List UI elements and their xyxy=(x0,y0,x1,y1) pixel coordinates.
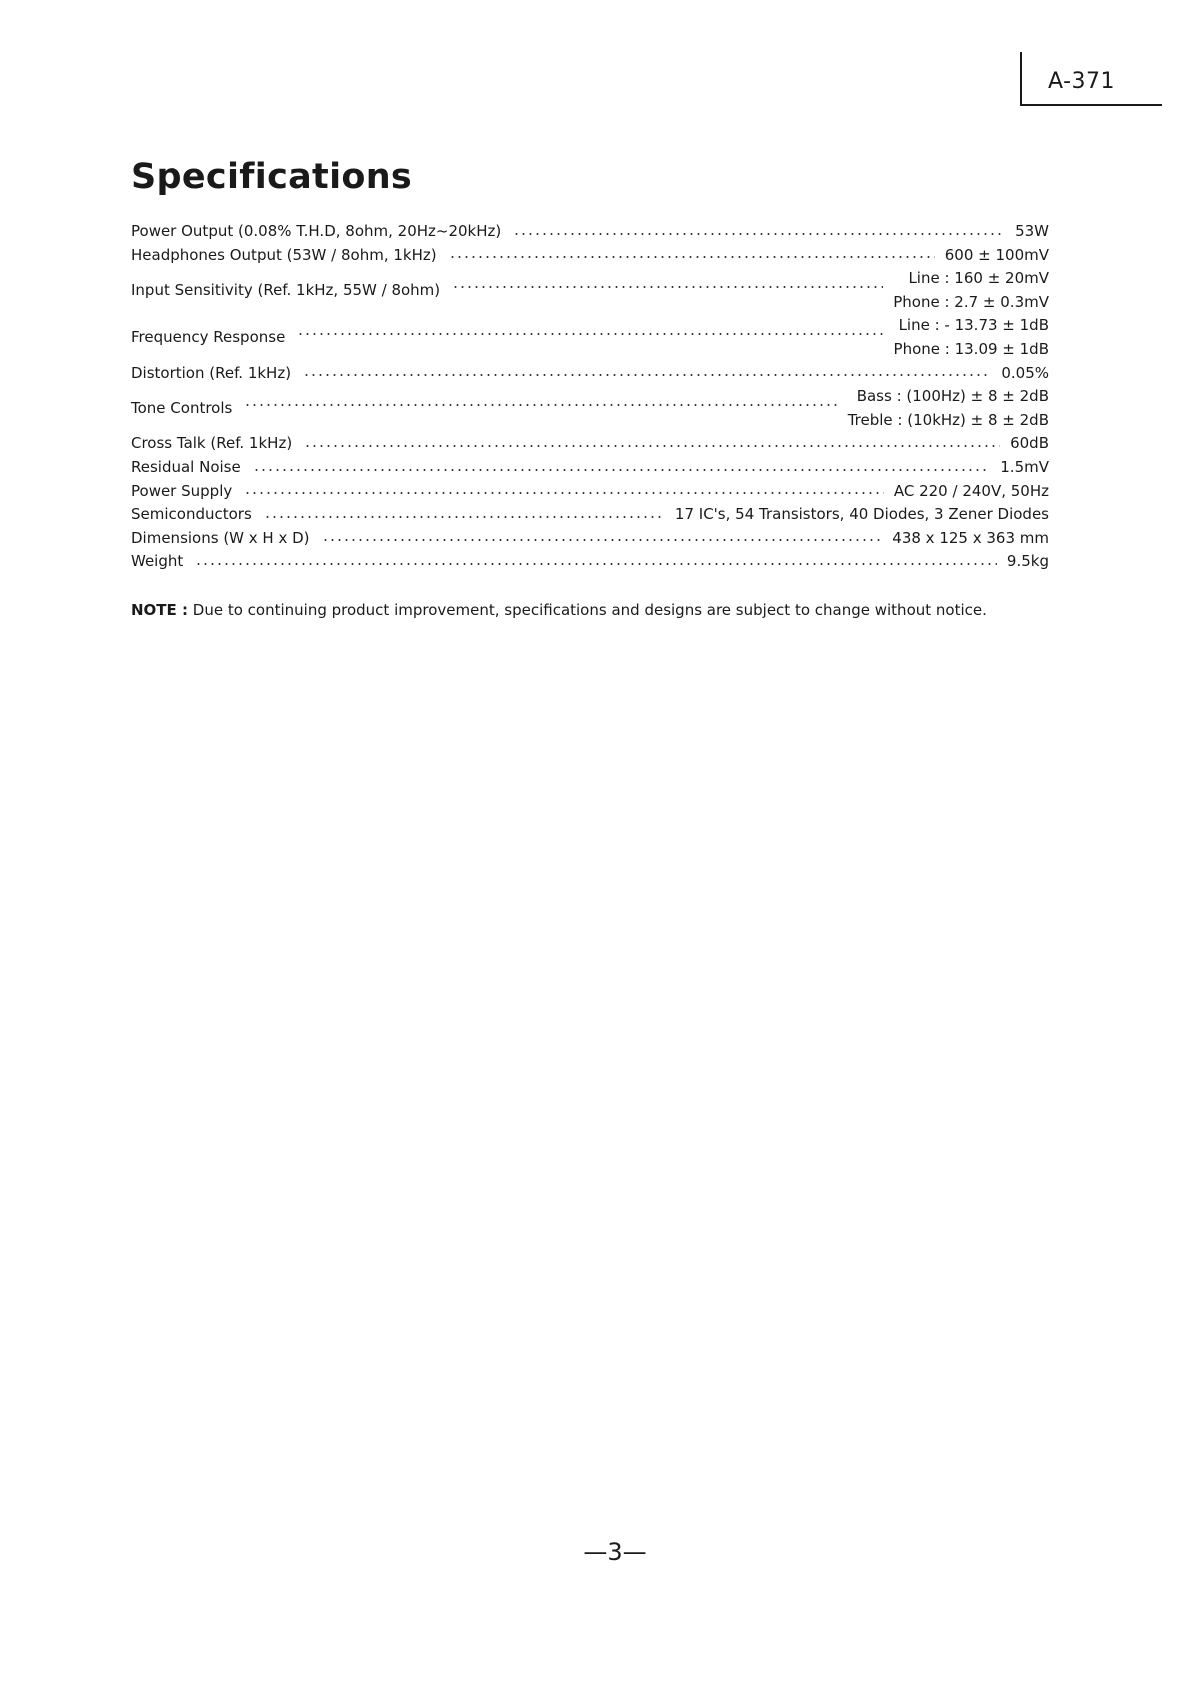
note-label: NOTE : xyxy=(131,601,189,619)
spec-label: Semiconductors xyxy=(131,505,252,524)
spec-values xyxy=(945,244,1049,268)
dot-leader xyxy=(452,284,883,290)
spec-value: Phone : 13.09 ± 1dB xyxy=(893,339,1049,358)
spec-values xyxy=(892,527,1049,551)
dot-leader xyxy=(449,254,935,260)
spec-value: 600 ± 100mV xyxy=(944,245,1049,264)
model-number: A-371 xyxy=(1048,69,1115,94)
page-number: —3— xyxy=(583,1538,647,1566)
spec-values xyxy=(848,385,1049,432)
spec-values xyxy=(894,480,1049,504)
spec-values xyxy=(1001,362,1049,386)
spec-label: Power Supply xyxy=(131,481,233,500)
spec-values xyxy=(1010,432,1049,456)
spec-value: 9.5kg xyxy=(1006,552,1049,571)
spec-value: Phone : 2.7 ± 0.3mV xyxy=(893,292,1049,311)
spec-value: Line : 160 ± 20mV xyxy=(908,269,1049,288)
dot-leader xyxy=(244,490,884,496)
dot-leader xyxy=(297,331,883,337)
dot-leader xyxy=(304,443,1000,449)
spec-row xyxy=(131,503,1049,527)
spec-values xyxy=(1007,550,1049,574)
spec-row xyxy=(131,314,1049,361)
spec-values xyxy=(894,314,1049,361)
spec-value: 1.5mV xyxy=(1000,457,1049,476)
spec-row xyxy=(131,244,1049,268)
spec-label: Input Sensitivity (Ref. 1kHz, 55W / 8ohm) xyxy=(131,280,441,299)
spec-label: Distortion (Ref. 1kHz) xyxy=(131,363,292,382)
dot-leader xyxy=(303,372,991,378)
spec-values xyxy=(893,267,1049,314)
spec-value: Line : - 13.73 ± 1dB xyxy=(898,316,1049,335)
spec-label: Weight xyxy=(131,552,184,571)
dot-leader xyxy=(264,514,665,520)
spec-row xyxy=(131,527,1049,551)
spec-value: 0.05% xyxy=(1001,363,1049,382)
spec-values xyxy=(675,503,1049,527)
note xyxy=(131,601,987,619)
spec-label: Power Output (0.08% T.H.D, 8ohm, 20Hz~20kHz) xyxy=(131,222,502,240)
specifications-list xyxy=(131,220,1049,574)
spec-row xyxy=(131,267,1049,314)
dot-leader xyxy=(244,402,837,408)
spec-value: 53W xyxy=(1015,222,1049,240)
spec-label: Tone Controls xyxy=(131,398,233,417)
dot-leader xyxy=(253,467,991,473)
model-number-box xyxy=(1020,52,1162,106)
spec-row xyxy=(131,550,1049,574)
spec-row xyxy=(131,220,1049,244)
spec-value: AC 220 / 240V, 50Hz xyxy=(893,481,1049,500)
page-title: Specifications xyxy=(131,157,413,197)
spec-value: Treble : (10kHz) ± 8 ± 2dB xyxy=(847,410,1049,429)
dot-leader xyxy=(513,231,1005,237)
spec-values xyxy=(1000,456,1049,480)
dot-leader xyxy=(195,561,997,567)
dot-leader xyxy=(322,537,883,543)
spec-value: Bass : (100Hz) ± 8 ± 2dB xyxy=(856,387,1049,406)
spec-label: Headphones Output (53W / 8ohm, 1kHz) xyxy=(131,245,437,264)
spec-label: Dimensions (W x H x D) xyxy=(131,528,310,547)
spec-values xyxy=(1015,220,1049,244)
spec-row xyxy=(131,362,1049,386)
note-text: Due to continuing product improvement, specifications and designs are subject to change without notice. xyxy=(188,601,987,619)
spec-value: 438 x 125 x 363 mm xyxy=(892,528,1049,547)
spec-row xyxy=(131,432,1049,456)
spec-label: Frequency Response xyxy=(131,328,286,347)
spec-label: Cross Talk (Ref. 1kHz) xyxy=(131,434,293,453)
spec-row xyxy=(131,480,1049,504)
spec-value: 17 IC's, 54 Transistors, 40 Diodes, 3 Zener Diodes xyxy=(674,505,1049,524)
spec-row xyxy=(131,385,1049,432)
spec-value: 60dB xyxy=(1010,434,1049,453)
spec-label: Residual Noise xyxy=(131,457,241,476)
spec-row xyxy=(131,456,1049,480)
